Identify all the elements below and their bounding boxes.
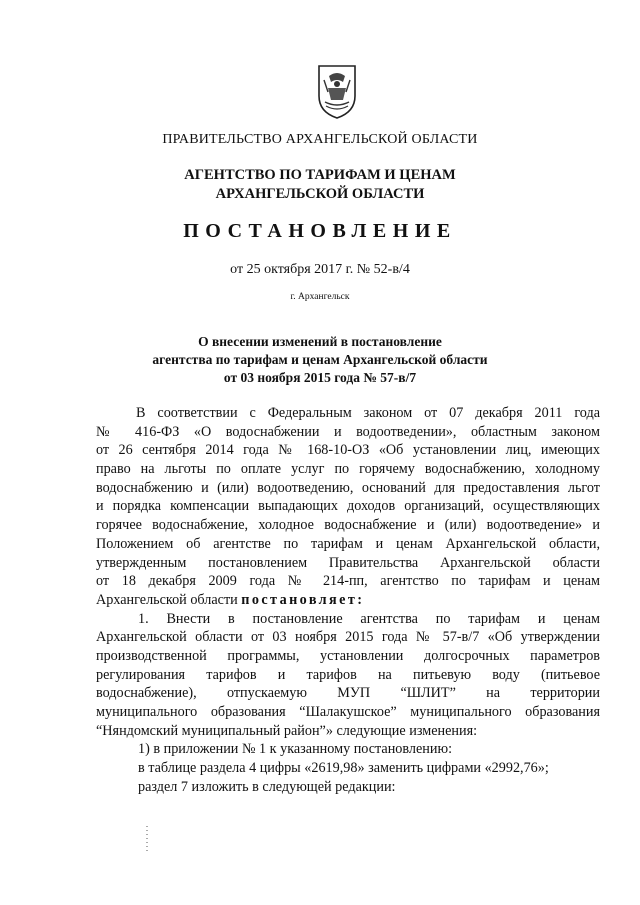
body-line: от 26 сентября 2014 года № 168-10-ОЗ «Об установлении лиц, имеющих	[96, 442, 600, 459]
subject-line3: от 03 ноября 2015 года № 57-в/7	[223, 370, 417, 385]
document-body	[96, 404, 600, 796]
document-city: г. Архангельск	[290, 292, 350, 302]
coat-of-arms-icon	[316, 62, 358, 120]
body-line: Положением об агентстве по тарифам и ценам Архангельской области,	[96, 535, 600, 552]
body-line: Архангельской области от 03 ноября 2015 года № 57-в/7 «Об утверждении	[96, 629, 600, 646]
subject-line2: агентства по тарифам и ценам Архангельской области	[152, 352, 488, 367]
body-line: горячее водоснабжение, холодное водоснабжение и (или) водоотведение» и	[96, 517, 600, 534]
body-line: регулирования тарифов и тарифов на питьевую воду (питьевое	[96, 666, 600, 683]
body-line: водоснабжение), отпускаемую МУП “ШЛИТ” на территории	[96, 685, 600, 702]
body-line: раздел 7 изложить в следующей редакции:	[138, 778, 396, 795]
body-line: производственной программы, установлении долгосрочных параметров	[96, 647, 600, 664]
resolves-keyword: постановляет:	[241, 591, 365, 608]
document-subject	[0, 333, 640, 387]
document-date-number: от 25 октября 2017 г. № 52-в/4	[230, 262, 410, 277]
body-line: право на льготы по оплате услуг по горячему водоснабжению, холодному	[96, 461, 600, 478]
body-line: водоснабжению и (или) водоотведению, оснований для предоставления льгот	[96, 479, 600, 496]
body-line: “Няндомский муниципальный район”» следующие изменения:	[96, 722, 478, 739]
body-line: В соответствии с Федеральным законом от 07 декабря 2011 года	[136, 405, 600, 421]
body-line: № 416-ФЗ «О водоснабжении и водоотведении», областным законом	[96, 423, 600, 440]
body-line: муниципального образования “Шалакушское” муниципального образования	[96, 704, 600, 720]
agency-title-line2: АРХАНГЕЛЬСКОЙ ОБЛАСТИ	[215, 186, 425, 202]
body-line: 1. Внести в постановление агентства по тарифам и ценам	[138, 610, 600, 627]
body-line	[96, 591, 600, 610]
document-type: ПОСТАНОВЛЕНИЕ	[183, 220, 457, 242]
body-line: от 18 декабря 2009 года № 214-пп, агентство по тарифам и ценам	[96, 573, 600, 590]
body-line: в таблице раздела 4 цифры «2619,98» заменить цифрами «2992,76»;	[138, 760, 549, 777]
subject-line1: О внесении изменений в постановление	[198, 334, 442, 349]
body-line: и порядка компенсации выпадающих доходов организаций, осуществляющих	[96, 498, 600, 515]
body-text: Архангельской области	[96, 591, 242, 608]
government-title: ПРАВИТЕЛЬСТВО АРХАНГЕЛЬСКОЙ ОБЛАСТИ	[162, 132, 478, 147]
agency-title-line1: АГЕНТСТВО ПО ТАРИФАМ И ЦЕНАМ	[184, 167, 456, 183]
body-line: утвержденным постановлением Правительства Архангельской области	[96, 554, 600, 571]
body-line: 1) в приложении № 1 к указанному постановлению:	[138, 741, 453, 758]
agency-title	[0, 166, 640, 204]
scan-artifact	[146, 826, 148, 852]
